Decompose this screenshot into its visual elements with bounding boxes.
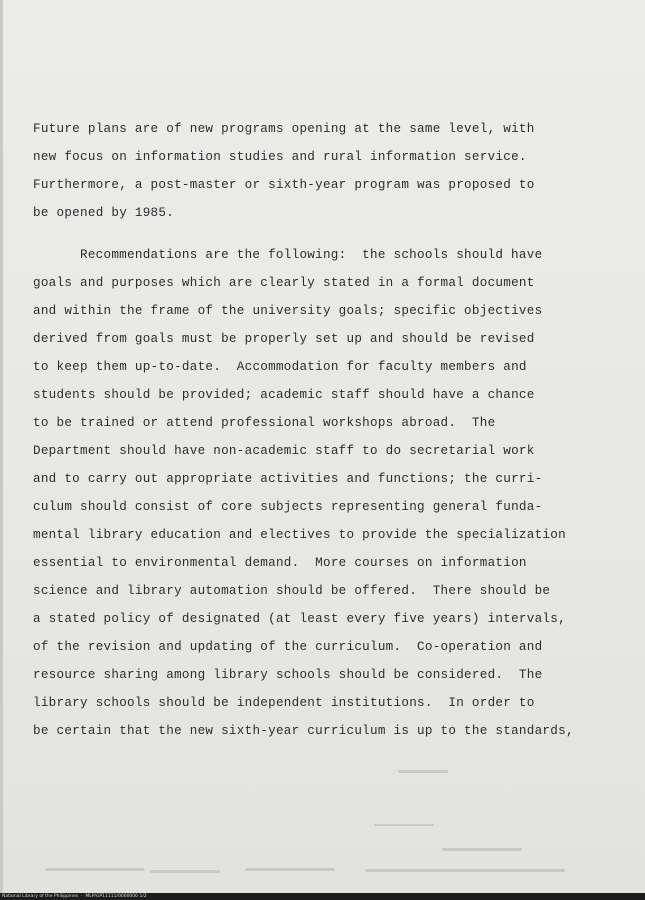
scan-footer-text: National Library of the Philippines · MLP/GP11111/0000000 1/2 (2, 894, 147, 899)
text-line: be certain that the new sixth-year curriculum is up to the standards, (33, 724, 574, 738)
text-line: a stated policy of designated (at least every five years) intervals, (33, 612, 566, 626)
text-line: and to carry out appropriate activities and functions; the curri- (33, 472, 543, 486)
text-line: library schools should be independent institutions. In order to (33, 696, 535, 710)
text-line: and within the frame of the university goals; specific objectives (33, 304, 543, 318)
text-line: students should be provided; academic staff should have a chance (33, 388, 535, 402)
text-line: culum should consist of core subjects representing general funda- (33, 500, 543, 514)
text-line: Furthermore, a post-master or sixth-year program was proposed to (33, 178, 535, 192)
text-line: science and library automation should be offered. There should be (33, 584, 551, 598)
text-line: of the revision and updating of the curriculum. Co-operation and (33, 640, 543, 654)
text-line: Department should have non-academic staff to do secretarial work (33, 444, 535, 458)
text-line: Future plans are of new programs opening at the same level, with (33, 122, 535, 136)
text-line: to be trained or attend professional workshops abroad. The (33, 416, 496, 430)
text-line: mental library education and electives to provide the specialization (33, 528, 566, 542)
text-line: new focus on information studies and rural information service. (33, 150, 527, 164)
text-line: essential to environmental demand. More courses on information (33, 556, 527, 570)
text-line: goals and purposes which are clearly stated in a formal document (33, 276, 535, 290)
paragraph-start-line: Recommendations are the following: the schools should have (80, 248, 543, 262)
text-line: be opened by 1985. (33, 206, 175, 220)
text-line: derived from goals must be properly set up and should be revised (33, 332, 535, 346)
text-line: to keep them up-to-date. Accommodation for faculty members and (33, 360, 527, 374)
text-line: resource sharing among library schools should be considered. The (33, 668, 543, 682)
